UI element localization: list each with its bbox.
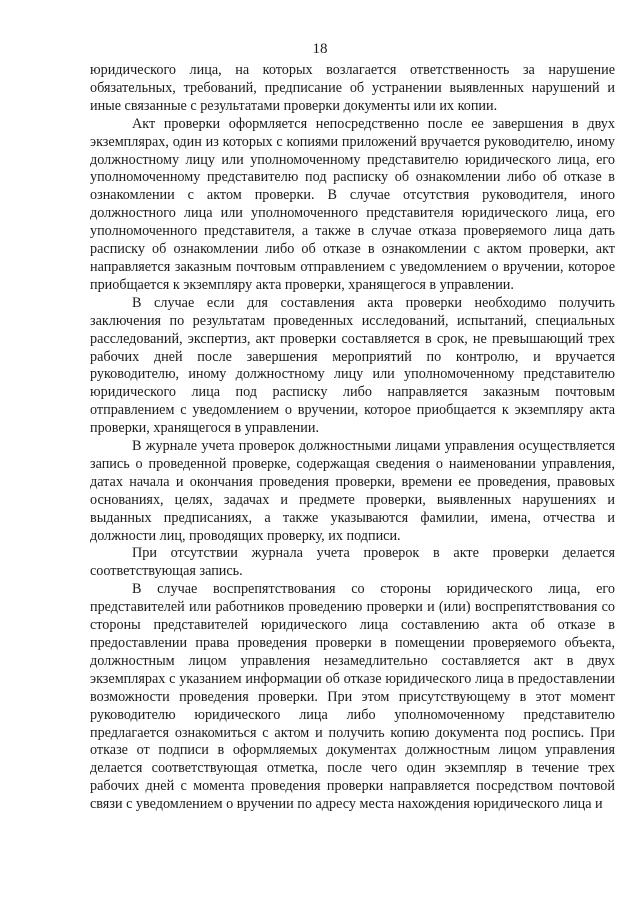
body-text: [90, 62, 615, 814]
paragraph-2: Акт проверки оформляется непосредственно после ее завершения в двух экземплярах, один из которых с копиями приложений вручается руководителю, иному должностному лицу или уполномоченному представителю юридического лица, его уполномоченному представителю под расписку об ознакомлении либо об отказе в ознакомлении с актом проверки. В случае отсутствия руководителя, иного должностного лица или уполномоченного представителя юридического лица, его уполномоченного представителя, а также в случае отказа проверяемого лица дать расписку об ознакомлении либо об отказе в ознакомлении с актом проверки, акт направляется заказным почтовым отправлением с уведомлением о вручении, которое приобщается к экземпляру акта проверки, хранящегося в управлении.: [90, 115, 615, 293]
paragraph-6: В случае воспрепятствования со стороны юридического лица, его представителей или работников проведению проверки и (или) воспрепятствования со стороны представителей юридического лица составлению акта об отказе в предоставлении права проведения проверки в помещении проверяемого объекта, должностным лицом управления незамедлительно составляется акт в двух экземплярах с указанием информации об отказе юридического лица в предоставлении возможности проведения проверки. При этом присутствующему в этот момент руководителю юридического лица либо уполномоченному представителю предлагается ознакомиться с актом и получить копию документа под роспись. При отказе от подписи в оформляемых документах должностным лицом управления делается соответствующая отметка, после чего один экземпляр в течение трех рабочих дней с момента проведения проверки направляется посредством почтовой связи с уведомлением о вручении по адресу места нахождения юридического лица и: [90, 581, 615, 813]
paragraph-5: При отсутствии журнала учета проверок в акте проверки делается соответствующая запись.: [90, 545, 615, 580]
page-number: 18: [312, 41, 328, 57]
paragraph-4: В журнале учета проверок должностными лицами управления осуществляется запись о проведенной проверке, содержащая сведения о наименовании управления, датах начала и окончания проведения проверки, времени ее проведения, правовых основаниях, целях, задачах и предмете проверки, выявленных нарушениях и выданных предписаниях, а также указываются фамилии, имена, отчества и должности лиц, проводящих проверку, их подписи.: [90, 438, 615, 544]
paragraph-1: юридического лица, на которых возлагается ответственность за нарушение обязательных, требований, предписание об устранении выявленных нарушений и иные связанные с результатами проверки документы или их копии.: [90, 62, 615, 114]
paragraph-3: В случае если для составления акта проверки необходимо получить заключения по результатам проведенных исследований, испытаний, специальных расследований, экспертиз, акт проверки составляется в срок, не превышающий трех рабочих дней после завершения мероприятий по контролю, и вручается руководителю, иному должностному лицу или уполномоченному представителю юридического лица под расписку либо направляется заказным почтовым отправлением с уведомлением о вручении, которое приобщается к экземпляру акта проверки, хранящегося в управлении.: [90, 294, 615, 437]
